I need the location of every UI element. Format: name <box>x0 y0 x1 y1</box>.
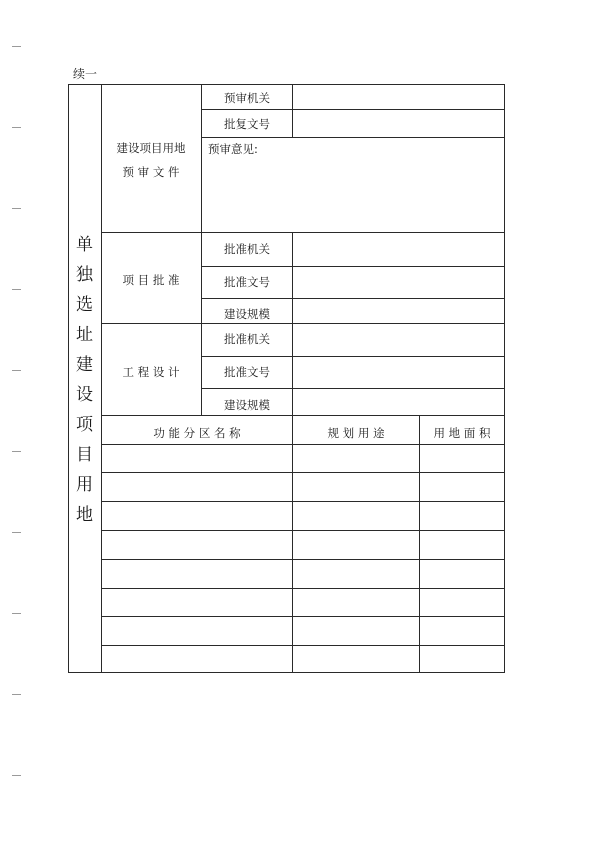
zone-planned-use-cell[interactable] <box>293 502 419 530</box>
pre-review-opinion-label: 预审意见: <box>208 142 258 156</box>
zone-planned-use-cell[interactable] <box>293 473 419 501</box>
vertical-title-char: 用 <box>76 475 93 495</box>
zone-function-name-cell[interactable] <box>102 445 292 472</box>
land-use-form <box>68 84 505 673</box>
zone-header-planned-use: 规 划 用 途 <box>327 426 385 440</box>
margin-tick <box>12 775 21 776</box>
zone-land-area-cell[interactable] <box>420 531 504 559</box>
zone-land-area-cell[interactable] <box>420 617 504 645</box>
margin-tick <box>12 370 21 371</box>
margin-tick <box>12 694 21 695</box>
pre-review-doc-no-label: 批复文号 <box>224 117 270 131</box>
zone-function-name-cell[interactable] <box>102 502 292 530</box>
zone-planned-use-cell[interactable] <box>293 617 419 645</box>
zone-function-name-cell[interactable] <box>102 617 292 645</box>
margin-tick <box>12 208 21 209</box>
engineering-design-authority-label: 批准机关 <box>224 332 270 346</box>
project-approval-scale-label: 建设规模 <box>224 307 270 321</box>
project-approval-scale-value[interactable] <box>293 299 504 323</box>
zone-planned-use-cell[interactable] <box>293 560 419 588</box>
engineering-design-scale-label: 建设规模 <box>224 398 270 412</box>
zone-land-area-cell[interactable] <box>420 646 504 672</box>
zone-header-land-area: 用 地 面 积 <box>433 426 491 440</box>
margin-tick <box>12 289 21 290</box>
pre-review-authority-label: 预审机关 <box>224 91 270 105</box>
border-right <box>504 84 505 673</box>
vertical-title-char: 独 <box>76 265 93 285</box>
pre-review-doc-no-value[interactable] <box>293 110 504 137</box>
project-approval-doc-no-label: 批准文号 <box>224 275 270 289</box>
project-approval-authority-label: 批准机关 <box>224 242 270 256</box>
engineering-design-scale-value[interactable] <box>293 389 504 415</box>
vertical-title-char: 设 <box>76 385 93 405</box>
engineering-design-title: 工 程 设 计 <box>122 365 180 379</box>
zone-function-name-cell[interactable] <box>102 646 292 672</box>
margin-tick <box>12 613 21 614</box>
zone-function-name-cell[interactable] <box>102 531 292 559</box>
section-line <box>101 415 505 416</box>
vertical-title-char: 单 <box>76 235 93 255</box>
zone-planned-use-cell[interactable] <box>293 589 419 616</box>
vertical-title-char: 建 <box>76 355 93 375</box>
pre-review-title-line2: 预 审 文 件 <box>122 165 180 179</box>
pre-review-authority-value[interactable] <box>293 85 504 109</box>
project-approval-title: 项 目 批 准 <box>122 273 180 287</box>
pre-review-title-line1: 建设项目用地 <box>116 141 186 155</box>
section-column-divider <box>201 84 202 415</box>
vertical-title-char: 目 <box>76 445 93 465</box>
vertical-title-char: 选 <box>76 295 93 315</box>
margin-tick <box>12 46 21 47</box>
vertical-title-char: 址 <box>76 325 93 345</box>
zone-land-area-cell[interactable] <box>420 473 504 501</box>
border-bottom <box>68 672 505 673</box>
vertical-title-char: 项 <box>76 415 93 435</box>
zone-planned-use-cell[interactable] <box>293 531 419 559</box>
zone-planned-use-cell[interactable] <box>293 445 419 472</box>
zone-land-area-cell[interactable] <box>420 445 504 472</box>
continuation-label: 续一 <box>73 67 98 81</box>
engineering-design-doc-no-label: 批准文号 <box>224 365 270 379</box>
pre-review-opinion-field[interactable] <box>202 138 504 232</box>
zone-land-area-cell[interactable] <box>420 560 504 588</box>
zone-function-name-cell[interactable] <box>102 560 292 588</box>
margin-tick <box>12 532 21 533</box>
engineering-design-authority-value[interactable] <box>293 324 504 356</box>
project-approval-authority-value[interactable] <box>293 233 504 266</box>
engineering-design-doc-no-value[interactable] <box>293 357 504 388</box>
margin-tick <box>12 127 21 128</box>
zone-land-area-cell[interactable] <box>420 502 504 530</box>
margin-tick <box>12 451 21 452</box>
vertical-title <box>68 230 101 530</box>
zone-function-name-cell[interactable] <box>102 589 292 616</box>
zone-planned-use-cell[interactable] <box>293 646 419 672</box>
zone-land-area-cell[interactable] <box>420 589 504 616</box>
zone-function-name-cell[interactable] <box>102 473 292 501</box>
vertical-title-char: 地 <box>76 505 93 525</box>
project-approval-doc-no-value[interactable] <box>293 267 504 298</box>
zone-header-function-name: 功 能 分 区 名 称 <box>153 426 241 440</box>
